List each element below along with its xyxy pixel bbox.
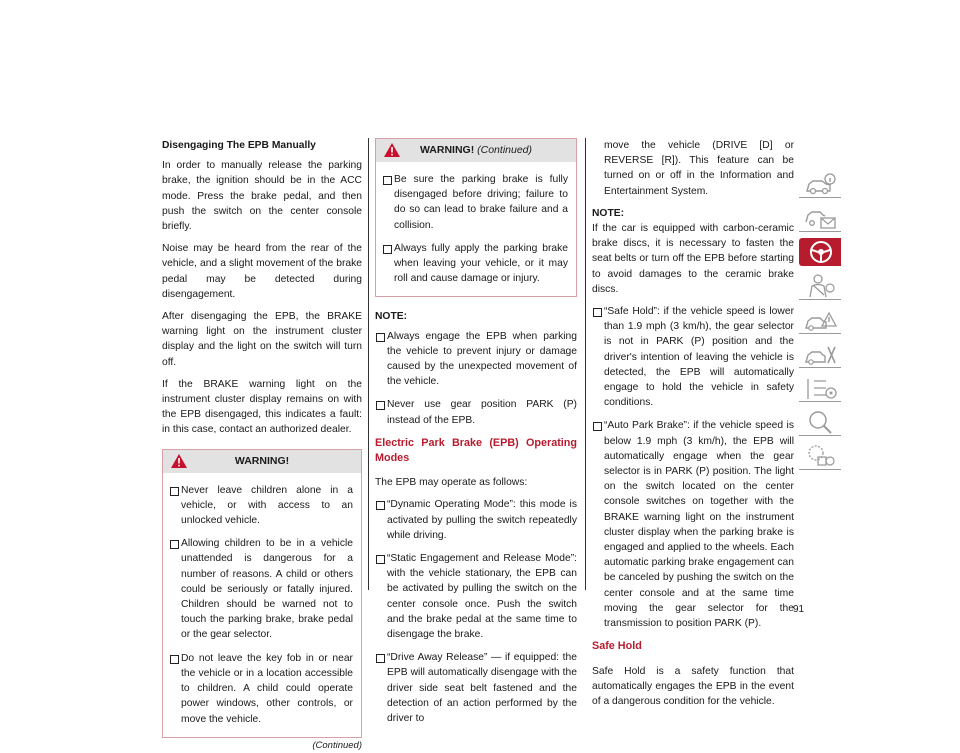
list-item: Always fully apply the parking brake when leaving your vehicle, or it may roll and cause damage or injury.: [382, 241, 568, 287]
warning-title-suffix: (Continued): [477, 143, 533, 156]
list-item: “Static Engagement and Release Mode”: with the vehicle stationary, the EPB can be activated by pulling the switch on the center console once. Push the switch and the brake pedal at the same time to disengage the brake.: [375, 551, 577, 642]
paragraph: The EPB may operate as follows:: [375, 477, 528, 489]
warning-triangle-icon: [383, 142, 401, 158]
nav-tab-vehicle-features[interactable]: [799, 204, 841, 232]
column-right: [592, 138, 794, 716]
page-number: 91: [793, 604, 805, 615]
steering-wheel-icon: [804, 239, 838, 265]
car-envelope-icon: [804, 205, 838, 231]
nav-tab-starting-and-operating[interactable]: [799, 238, 841, 266]
warning-header: [163, 450, 361, 473]
nav-tab-multimedia[interactable]: [799, 442, 841, 470]
warning-box-continued: [375, 138, 577, 297]
section-heading: Electric Park Brake (EPB) Operating Modes: [375, 436, 577, 465]
paragraph: move the vehicle (DRIVE [D] or REVERSE [R]). This feature can be turned on or off in the Information and Entertainment System.: [604, 140, 794, 197]
warning-box: [162, 449, 362, 738]
list-item: Never use gear position PARK (P) instead of the EPB.: [375, 397, 577, 427]
warning-title: WARNING!: [419, 143, 475, 156]
specifications-list-icon: [804, 375, 838, 401]
magnifier-icon: [804, 409, 838, 435]
nav-tab-safety[interactable]: [799, 272, 841, 300]
list-item: Never leave children alone in a vehicle, or with access to an unlocked vehicle.: [169, 483, 353, 529]
paragraph: If the BRAKE warning light on the instrument cluster display remains on with the EPB disengaged, this indicates a fault: in this case, contact an authorized dealer.: [162, 378, 362, 436]
list-item: “Dynamic Operating Mode”: this mode is activated by pulling the switch repeatedly while driving.: [375, 497, 577, 543]
list-item: Be sure the parking brake is fully disengaged before driving; failure to do so can lead to brake failure and a collision.: [382, 172, 568, 233]
paragraph: Safe Hold is a safety function that automatically engages the EPB in the event of a dangerous condition for the vehicle.: [592, 665, 794, 707]
paragraph: If the car is equipped with carbon-ceramic brake discs, it is necessary to fasten the seat belts or turn off the EPB before starting to avoid damages to the ceramic brake discs.: [592, 223, 794, 295]
list-item: “Drive Away Release” — if equipped: the EPB will automatically disengage with the driver side seat belt fastened and the detection of an action performed by the driver to: [375, 650, 577, 726]
nav-tab-getting-to-know[interactable]: [799, 170, 841, 198]
warning-title: WARNING!: [234, 454, 290, 467]
paragraph: Noise may be heard from the rear of the vehicle, and a slight movement of the brake pedal may be detected during disengagement.: [162, 243, 362, 300]
continued-label: (Continued): [312, 739, 362, 751]
nav-tab-in-case-of-emergency[interactable]: [799, 306, 841, 334]
warning-header: [376, 139, 576, 162]
column-left: [162, 138, 362, 753]
list-item: Always engage the EPB when parking the vehicle to prevent injury or damage caused by the unexpected movement of the vehicle.: [375, 329, 577, 390]
warning-triangle-icon: [170, 453, 188, 469]
note-label: NOTE:: [592, 207, 625, 219]
car-warning-icon: [804, 307, 838, 333]
section-subheading: Disengaging The EPB Manually: [162, 140, 316, 151]
column-middle: [375, 138, 577, 734]
paragraph: After disengaging the EPB, the BRAKE warning light on the instrument cluster display and the light on the switch will turn off.: [162, 311, 362, 368]
column-divider: [585, 138, 586, 590]
seatbelt-person-icon: [804, 273, 838, 299]
list-item: “Auto Park Brake”: if the vehicle speed is below 1.9 mph (3 km/h), the EPB will automatically engage when the gear selector is in PARK (P) position. The light on the switch located on the center console switches on together with the BRAKE warning light on the instrument cluster display when the parking brake is engaged and applied to the wheels. Each automatic parking brake engagement can be canceled by pushing the switch on the center console and at the same time moving the gear selector for the transmission to position PARK (P).: [592, 418, 794, 631]
column-divider: [368, 138, 369, 590]
language-globe-icon: [804, 443, 838, 469]
list-item: “Safe Hold”: if the vehicle speed is lower than 1.9 mph (3 km/h), the gear selector is not in PARK (P) position and the driver's intention of leaving the vehicle is detected, the EPB will automatically engage to hold the vehicle in safety conditions.: [592, 304, 794, 410]
nav-tab-servicing-and-maintenance[interactable]: [799, 340, 841, 368]
paragraph: In order to manually release the parking brake, the ignition should be in the ACC mode. Press the brake pedal, and then push the switch on the center console briefly.: [162, 160, 362, 233]
note-label: NOTE:: [375, 311, 408, 323]
nav-tab-index[interactable]: [799, 408, 841, 436]
car-wrench-icon: [804, 341, 838, 367]
list-item: Do not leave the key fob in or near the vehicle or in a location accessible to children. A child could operate power windows, other controls, or move the vehicle.: [169, 651, 353, 727]
list-item: Allowing children to be in a vehicle unattended is dangerous for a number of reasons. A child or others could be seriously or fatally injured. Children should be warned not to touch the parking brake, brake pedal or the gear selector.: [169, 536, 353, 642]
car-info-icon: [804, 171, 838, 197]
nav-tab-technical-specifications[interactable]: [799, 374, 841, 402]
section-heading: Safe Hold: [592, 640, 642, 653]
